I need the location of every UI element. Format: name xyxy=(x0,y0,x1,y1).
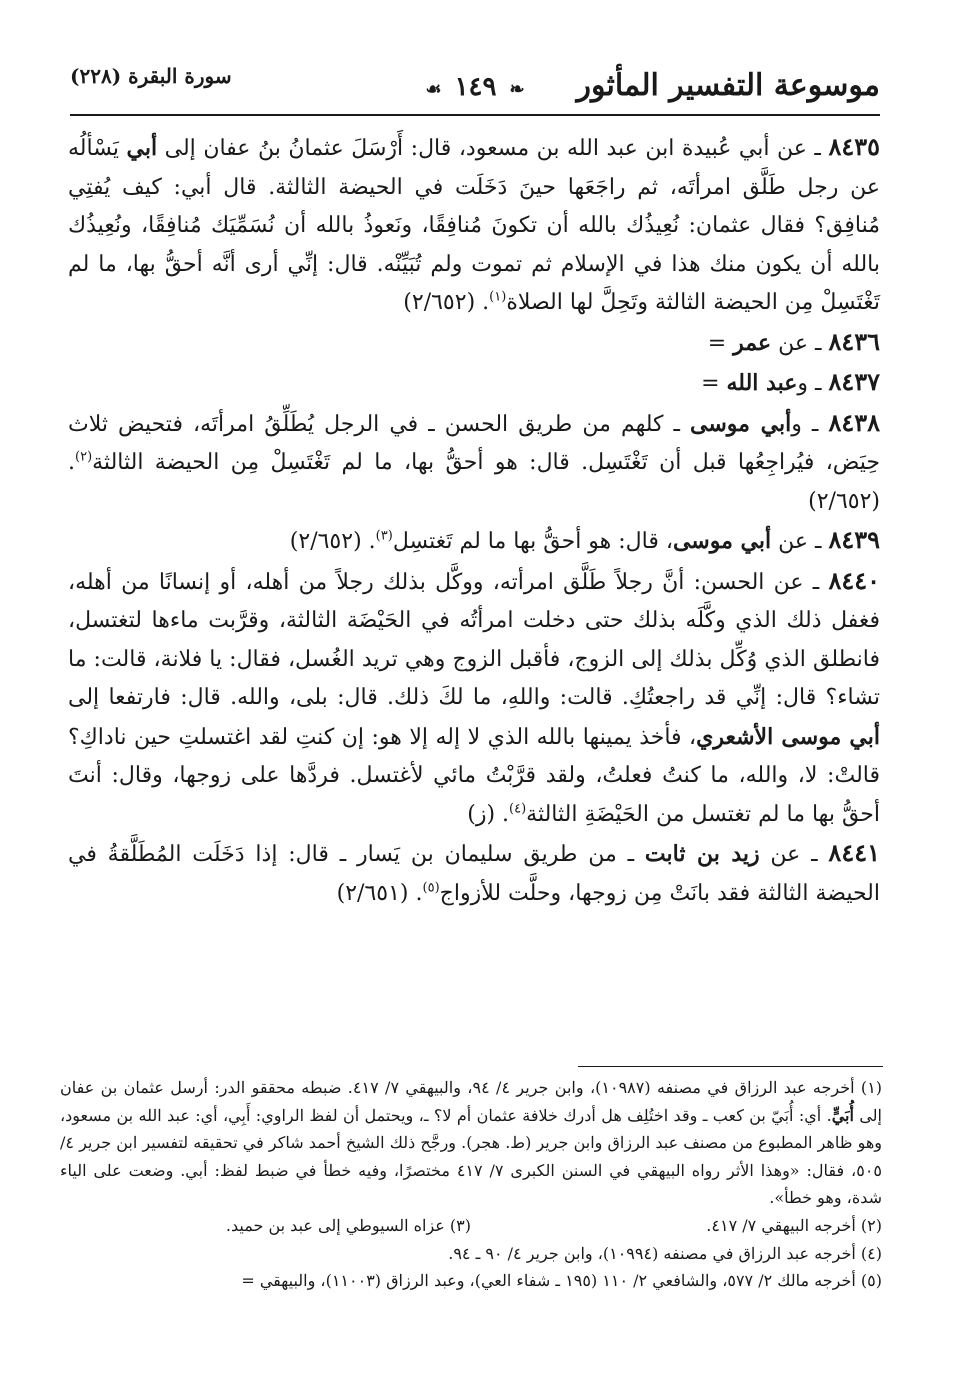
narrator-name: عمر xyxy=(733,329,772,356)
entry-text: ، فأخذ يمينها بالله الذي لا إله إلا هو: إن كنتِ لقد اغتسلتِ حين ناداكِ؟ قالتْ: لا، والله، ما كنتُ فعلتُ، ولقد قرَّبْتُ مائي لأغتسل. فردَّها على زوجها، وقال: أنتَ أحقُّ بها ما لم تغتسل من الحَيْضَةِ الثالثة xyxy=(68,724,880,827)
entry-number: ٨٤٣٨ xyxy=(828,407,880,437)
entry-text: ـ كلهم من طريق الحسن ـ في الرجل يُطَلِّقُ امرأتَه، فتحيض ثلاث حِيَض، فيُراجِعُها قبل أن تَغْتَسِل. قال: هو أحقُّ بها، ما لم تَغْتَسِلْ مِن الحيضة الثالثة xyxy=(68,411,880,475)
narrator-name: أبي xyxy=(126,135,158,161)
entry-text: عن xyxy=(759,842,801,867)
page-header xyxy=(70,60,880,116)
narrator-name: أبي موسى الأشعري xyxy=(696,723,880,750)
entry-8435: ٨٤٣٥ ـ عن أبي عُبيدة ابن عبد الله بن مسعود، قال: أَرْسَلَ عثمانُ بنُ عفان إلى أبي يَسْألُه عن رجل طَلَّق امرأتَه، ثم راجَعَها حينَ دَخَلَت في الحيضة الثالثة. قال أبي: كيف يُفتِي مُنافِق؟ فقال عثمان: نُعِيذُك بالله أن تكونَ مُنافِقًا، ونَعوذُ بالله أن نُسَمِّيَك مُنافِقًا، ونُعِيذُك بالله أن يكون منك هذا في الإسلام ثم تموت ولم تُبَيِّنْه. قال: إنِّي أرى أنَّه أحقُّ بها، ما لم تَغْتَسِلْ مِن الحيضة الثالثة وتَحِلَّ لها الصلاة$^{(١)}$. (٢/٦٥٢) xyxy=(68,132,880,315)
entry-8439: ٨٤٣٩ ـ عن أبي موسى، قال: هو أحقُّ بها ما لم تَغتسِل$^{(٣)}$. (٢/٦٥٢) xyxy=(289,525,880,554)
entry-dash: ـ xyxy=(801,411,829,437)
footnote-4: (٤) أخرجه عبد الرزاق في مصنفه (١٠٩٩٤)، وابن جرير ٤/ ٩٠ ـ ٩٤. xyxy=(448,1243,882,1263)
footnote-row xyxy=(60,1212,882,1240)
narrator-name: زيد بن ثابت xyxy=(644,841,760,867)
footnotes xyxy=(60,1074,882,1295)
entry-dash: ـ xyxy=(808,371,829,396)
source-reference: (ز) xyxy=(467,801,496,827)
entry-number: ٨٤٣٧ xyxy=(828,367,880,396)
narrator-name: أبي موسى xyxy=(672,528,772,554)
footnote-marker[interactable]: (٢) xyxy=(75,449,93,465)
footnote-divider xyxy=(578,1066,883,1067)
ornament-icon: ☙ xyxy=(425,79,442,100)
entry-text: و xyxy=(791,411,802,437)
entry-number: ٨٤٣٩ xyxy=(828,525,880,554)
source-reference: (٢/٦٥٢) xyxy=(403,290,476,315)
footnote-marker[interactable]: (٤) xyxy=(509,801,527,817)
footnote-marker[interactable]: (٥) xyxy=(422,880,440,896)
footnote-3: (٣) عزاه السيوطي إلى عبد بن حميد. xyxy=(225,1215,471,1235)
footnote-text: (١) أخرجه عبد الرزاق في مصنفه (١٠٩٨٧)، وابن جرير ٤/ ٩٤، والبيهقي ٧/ ٤١٧. ضبطه محققو الدر: أرسل عثمان بن عفان إلى xyxy=(60,1078,883,1125)
entry-8438: ٨٤٣٨ ـ وأبي موسى ـ كلهم من طريق الحسن ـ في الرجل يُطَلِّقُ امرأتَه، فتحيض ثلاث حِيَض، فيُراجِعُها قبل أن تَغْتَسِل. قال: هو أحقُّ بها، ما لم تَغْتَسِلْ مِن الحيضة الثالثة$^{(٢)}$. (٢/٦٥٢) xyxy=(68,407,880,514)
entry-8440: ٨٤٤٠ ـ عن الحسن: أنَّ رجلاً طَلَّق امرأته، ووكَّل بذلك رجلاً من أهله، أو إنسانًا من أهله، فغفل ذلك الذي وكَّلَه بذلك حتى دخلت امرأتُه في الحَيْضَة الثالثة، وقرَّبت ماءها لتغتسل، فانطلق الذي وُكِّل بذلك إلى الزوج، فأقبل الزوج وهي تريد الغُسل، فقال: يا فلانة، قالت: ما تشاء؟ قال: إنِّي قد راجعتُكِ. قالت: واللهِ، ما لكَ ذلك. قال: بلى، والله. قال: فارتفعا إلى أبي موسى الأشعري، فأخذ يمينها بالله الذي لا إله إلا هو: إن كنتِ لقد اغتسلتِ حين ناداكِ؟ قالتْ: لا، والله، ما كنتُ فعلتُ، ولقد قرَّبْتُ مائي لأغتسل. فردَّها على زوجها، وقال: أنتَ أحقُّ بها ما لم تغتسل من الحَيْضَةِ الثالثة$^{(٤)}$. (ز) xyxy=(68,565,880,827)
entry-number: ٨٤٤٠ xyxy=(828,565,880,595)
surah-reference xyxy=(70,64,232,88)
footnote-1 xyxy=(60,1074,882,1212)
entry-text: يَسْألُه عن رجل طَلَّق امرأتَه، ثم راجَعَها حينَ دَخَلَت في الحيضة الثالثة. قال أبي: كيف يُفتِي مُنافِق؟ فقال عثمان: نُعِيذُك بالله أن تكونَ مُنافِقًا، ونَعوذُ بالله أن نُسَمِّيَك مُنافِقًا، ونُعِيذُك بالله أن يكون منك هذا في الإسلام ثم تموت ولم تُبَيِّنْه. قال: إنِّي أرى أنَّه أحقُّ بها، ما لم تَغْتَسِلْ مِن الحيضة الثالثة وتَحِلَّ لها الصلاة xyxy=(68,136,880,315)
footnote-emphasis: أُبَيٍّ xyxy=(831,1105,854,1125)
entry-text: عن xyxy=(771,529,808,554)
entry-8437 xyxy=(68,363,880,404)
footnote-5: (٥) أخرجه مالك ٢/ ٥٧٧، والشافعي ٢/ ١١٠ (١٩٥ ـ شفاء العي)، وعبد الرزاق (١١٠٠٣)، والبيهقي = xyxy=(241,1271,882,1291)
entry-dash: ـ xyxy=(808,330,829,356)
narrator-name: أبي موسى xyxy=(690,410,792,437)
header-divider xyxy=(70,114,880,116)
entry-number: ٨٤٣٥ xyxy=(828,132,880,161)
entry-8436 xyxy=(68,323,880,364)
entry-text: = xyxy=(707,330,734,356)
narrator-name: عبد الله xyxy=(726,370,798,396)
footnote-marker[interactable]: (١) xyxy=(489,289,507,305)
book-title: موسوعة التفسير المأثور xyxy=(576,68,880,103)
surah-name: سورة البقرة xyxy=(128,64,232,88)
entry-8441: ٨٤٤١ ـ عن زيد بن ثابت ـ من طريق سليمان بن يَسار ـ قال: إذا دَخَلَت المُطَلَّقةُ في الحيضة الثالثة فقد بانَتْ مِن زوجها، وحلَّت للأزواج$^{(٥)}$. (٢/٦٥١) xyxy=(68,838,880,906)
entry-text: ، قال: هو أحقُّ بها ما لم تَغتسِل xyxy=(392,529,673,554)
entry-text: = xyxy=(701,371,727,396)
footnote-2: (٢) أخرجه البيهقي ٧/ ٤١٧. xyxy=(706,1215,882,1235)
source-reference: (٢/٦٥٢) xyxy=(808,488,880,514)
entry-dash: ـ xyxy=(803,569,829,595)
entry-dash: ـ xyxy=(806,136,829,161)
footnote-marker[interactable]: (٣) xyxy=(375,528,393,544)
page-number xyxy=(421,72,528,102)
footnote-text: . أي: أُبَيّ بن كعب ـ وقد اختُلِف هل أدرك خلافة عثمان أم لا؟ ـ، ويحتمل أن لفظ الراوي: أَبِي، أي: عبد الله بن مسعود، وهو ظاهر المطبوع من مصنف عبد الرزاق وابن جرير (ط. هجر). ورجَّح ذلك الشيخ أحمد شاكر في تحقيقه لتفسير ابن جرير ٤/ ٥٠٥، فقال: «وهذا الأثر رواه البيهقي في السنن الكبرى ٧/ ٤١٧ مختصرًا، وفيه خطأ في ضبط لفظ: أبي. وضعت على الياء شدة، وهو خطأ». xyxy=(60,1105,882,1208)
source-reference: (٢/٦٥٢) xyxy=(289,529,362,554)
verse-number: (٢٢٨) xyxy=(70,64,122,88)
entry-text: و xyxy=(797,371,808,396)
source-reference: (٢/٦٥١) xyxy=(336,880,409,906)
entry-dash: ـ xyxy=(808,529,829,554)
entry-number: ٨٤٣٦ xyxy=(828,326,880,356)
page-number-value: ١٤٩ xyxy=(454,72,497,102)
entry-text: عن الحسن: أنَّ رجلاً طَلَّق امرأته، ووكَّل بذلك رجلاً من أهله، أو إنسانًا من أهله، فغفل ذلك الذي وكَّلَه بذلك حتى دخلت امرأتُه في الحَيْضَة الثالثة، وقرَّبت ماءها لتغتسل، فانطلق الذي وُكِّل بذلك إلى الزوج، فأقبل الزوج وهي تريد الغُسل، فقال: يا فلانة، قالت: ما تشاء؟ قال: إنِّي قد راجعتُكِ. قالت: واللهِ، ما لكَ ذلك. قال: بلى، والله. قال: فارتفعا إلى xyxy=(68,569,880,710)
entry-text: عن أبي عُبيدة ابن عبد الله بن مسعود، قال: أَرْسَلَ عثمانُ بنُ عفان إلى xyxy=(157,136,807,161)
entry-text: عن xyxy=(771,330,808,356)
main-text xyxy=(68,128,880,913)
ornament-icon: ❧ xyxy=(509,79,525,100)
entry-number: ٨٤٤١ xyxy=(828,838,880,867)
entry-dash: ـ xyxy=(800,842,829,867)
entry-text: ـ من طريق سليمان بن يَسار ـ قال: إذا دَخَلَت المُطَلَّقةُ في الحيضة الثالثة فقد بانَتْ مِن زوجها، وحلَّت للأزواج xyxy=(68,842,880,906)
